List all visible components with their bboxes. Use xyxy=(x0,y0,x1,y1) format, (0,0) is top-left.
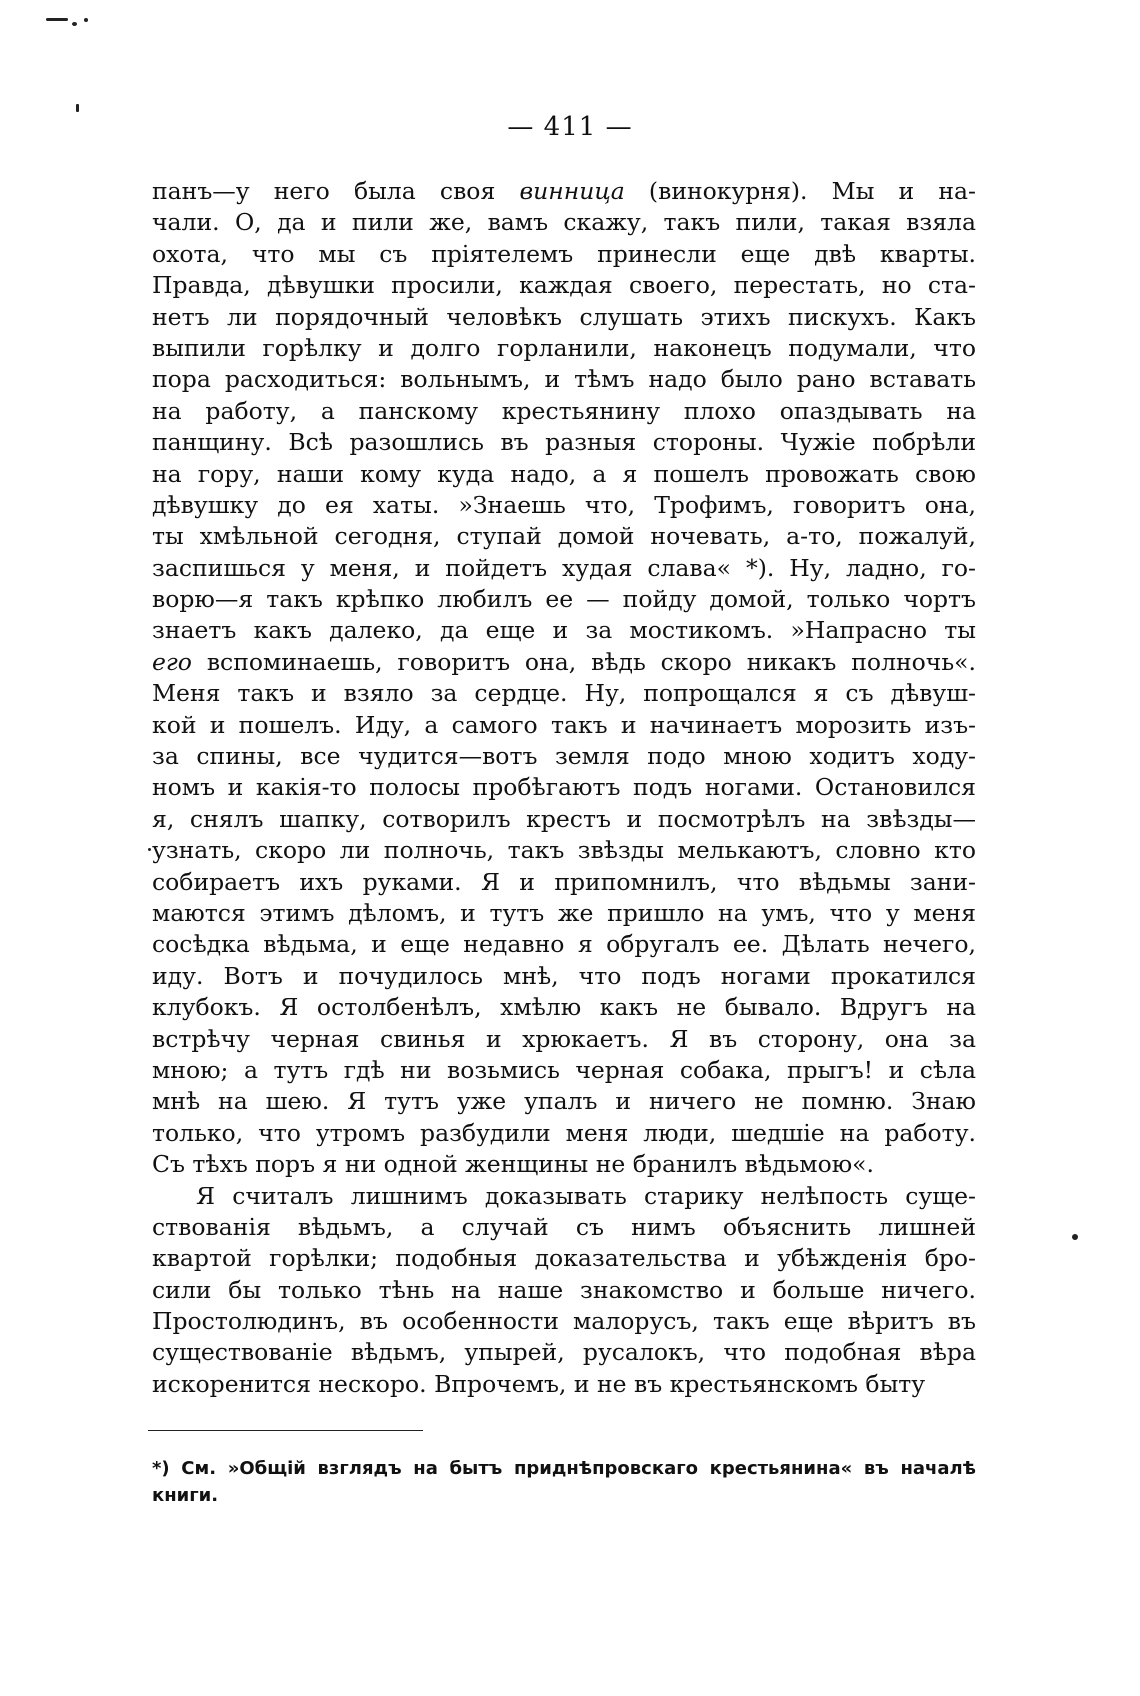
text-line: пора расходиться: вольнымъ, и тѣмъ надо было рано вставать xyxy=(152,365,976,394)
text-line: клубокъ. Я остолбенѣлъ, хмѣлю какъ не бывало. Вдругъ на xyxy=(152,993,976,1022)
text-line: я, снялъ шапку, сотворилъ крестъ и посмотрѣлъ на звѣзды— xyxy=(152,804,976,833)
text-line: выпили горѣлку и долго горланили, наконецъ подумали, что xyxy=(152,333,976,362)
text-line: встрѣчу черная свинья и хрюкаетъ. Я въ сторону, она за xyxy=(152,1024,976,1053)
text-line: сили бы только тѣнь на наше знакомство и больше ничего. xyxy=(152,1275,976,1304)
text-line: сосѣдка вѣдьма, и еще недавно я обругалъ ее. Дѣлать нечего, xyxy=(152,930,976,959)
text-line: за спины, все чудится—вотъ земля подо мною ходитъ ходу- xyxy=(152,742,976,771)
text-line: заспишься у меня, и пойдетъ худая слава« *). Ну, ладно, го- xyxy=(152,553,976,582)
footnote-line: книги. xyxy=(152,1485,219,1506)
text-line: чали. О, да и пили же, вамъ скажу, такъ пили, такая взяла xyxy=(152,208,976,237)
text-line: мною; а тутъ гдѣ ни возьмись черная собака, прыгъ! и сѣла xyxy=(152,1055,976,1084)
text-line: собираетъ ихъ руками. Я и припомнилъ, что вѣдьмы зани- xyxy=(152,867,976,896)
scan-speck xyxy=(148,848,151,851)
text-line: ствованія вѣдьмъ, а случай съ нимъ объяснить лишней xyxy=(152,1212,976,1241)
text-line: иду. Вотъ и почудилось мнѣ, что подъ ногами прокатился xyxy=(152,961,976,990)
text-line: квартой горѣлки; подобныя доказательства и убѣжденія бро- xyxy=(152,1244,976,1273)
scan-speck xyxy=(76,104,79,112)
text-line: охота, что мы съ пріятелемъ принесли еще двѣ кварты. xyxy=(152,239,976,268)
page-number: — 411 — xyxy=(507,112,633,142)
text-line: только, что утромъ разбудили меня люди, шедшіе на работу. xyxy=(152,1118,976,1147)
text-line: маются этимъ дѣломъ, и тутъ же пришло на умъ, что у меня xyxy=(152,898,976,927)
scan-speck xyxy=(1072,1234,1078,1240)
text-line: узнать, скоро ли полночь, такъ звѣзды мелькаютъ, словно кто xyxy=(152,836,976,865)
text-line: номъ и какія-то полосы пробѣгаютъ подъ ногами. Остановился xyxy=(152,773,976,802)
footnote-line: *) См. »Общій взглядъ на бытъ приднѣпровскаго крестьянина« въ началѣ xyxy=(152,1458,976,1479)
text-line: панъ—у него была своя винница (винокурня). Мы и на- xyxy=(152,177,976,205)
main-text xyxy=(152,176,976,1400)
scan-speck xyxy=(84,18,88,22)
text-line: ты хмѣльной сегодня, ступай домой ночевать, а-то, пожалуй, xyxy=(152,522,976,551)
text-line: Съ тѣхъ поръ я ни одной женщины не бранилъ вѣдьмою«. xyxy=(152,1150,875,1179)
text-line: Простолюдинъ, въ особенности малорусъ, такъ еще вѣритъ въ xyxy=(152,1307,976,1336)
text-line: его вспоминаешь, говоритъ она, вѣдь скоро никакъ полночь«. xyxy=(152,647,976,676)
text-line: нетъ ли порядочный человѣкъ слушать этихъ пискухъ. Какъ xyxy=(152,302,976,331)
text-line: на гору, наши кому куда надо, а я пошелъ провожать свою xyxy=(152,459,976,488)
footnote-divider xyxy=(148,1430,423,1431)
text-line: кой и пошелъ. Иду, а самого такъ и начинаетъ морозить изъ- xyxy=(152,710,976,739)
text-line: на работу, а панскому крестьянину плохо опаздывать на xyxy=(152,396,976,425)
text-line: Я считалъ лишнимъ доказывать старику нелѣпость суще- xyxy=(196,1181,976,1210)
footnote xyxy=(152,1455,976,1509)
scan-speck xyxy=(46,18,68,21)
italic-word: его xyxy=(152,647,192,676)
text-line: дѣвушку до ея хаты. »Знаешь что, Трофимъ, говоритъ она, xyxy=(152,490,976,519)
text-line: искоренится нескоро. Впрочемъ, и не въ крестьянскомъ быту xyxy=(152,1369,926,1398)
text-line: знаетъ какъ далеко, да еще и за мостикомъ. »Напрасно ты xyxy=(152,616,976,645)
text-line: мнѣ на шею. Я тутъ уже упалъ и ничего не помню. Знаю xyxy=(152,1087,976,1116)
text-line: Правда, дѣвушки просили, каждая своего, перестать, но ста- xyxy=(152,271,976,300)
text-line: панщину. Всѣ разошлись въ разныя стороны. Чужіе побрѣли xyxy=(152,428,976,457)
text-line: Меня такъ и взяло за сердце. Ну, попрощался я съ дѣвуш- xyxy=(152,679,976,708)
scan-speck xyxy=(72,22,77,26)
italic-word: винница xyxy=(519,177,625,205)
text-line: существованіе вѣдьмъ, упырей, русалокъ, что подобная вѣра xyxy=(152,1338,976,1367)
text-line: ворю—я такъ крѣпко любилъ ее — пойду домой, только чортъ xyxy=(152,585,976,614)
